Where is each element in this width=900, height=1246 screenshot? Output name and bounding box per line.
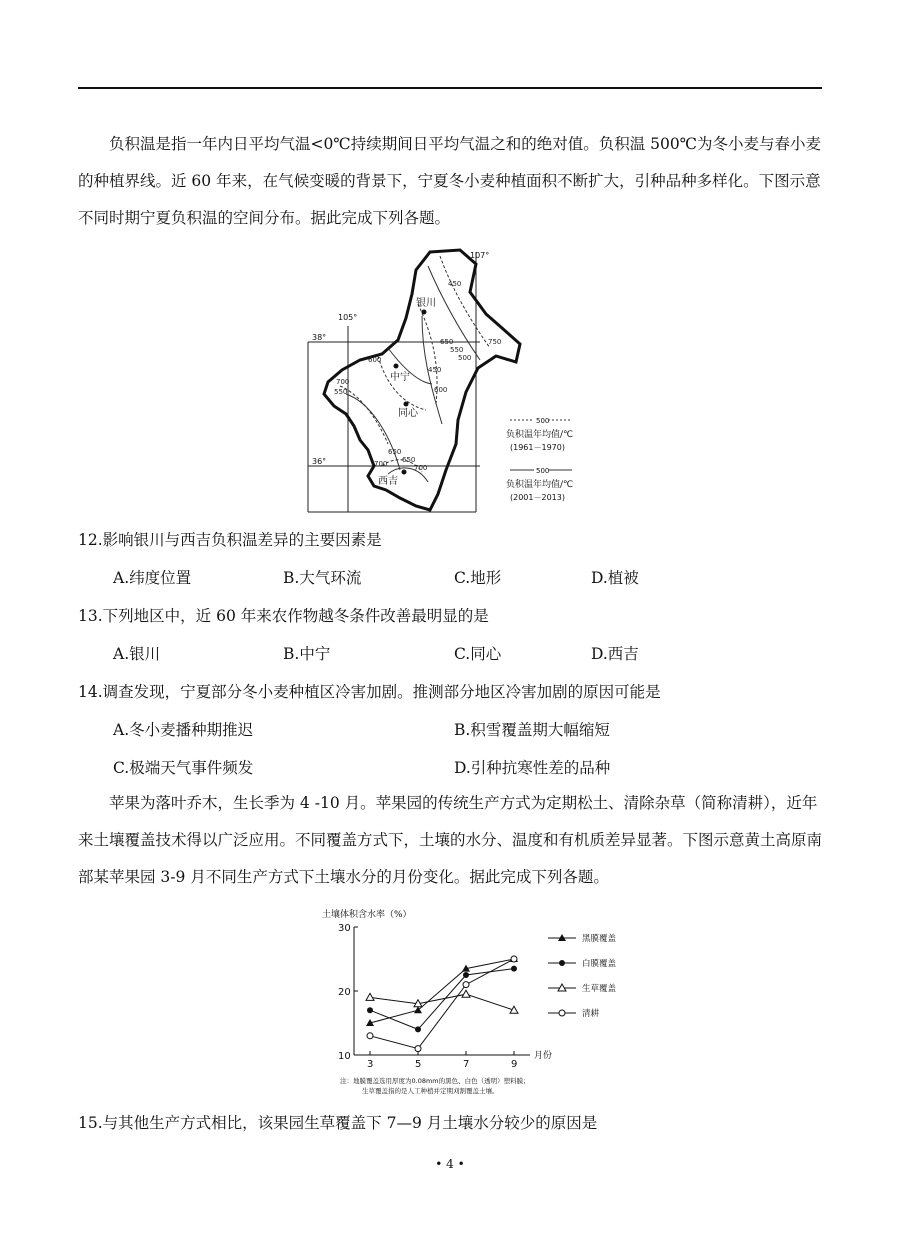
contour-label: 600 xyxy=(368,356,382,364)
lat-label: 36° xyxy=(312,457,327,466)
x-tick-label: 5 xyxy=(415,1059,422,1070)
contour-label: 650 xyxy=(388,448,402,456)
q13-option-b[interactable]: B.中宁 xyxy=(283,645,331,663)
q13-option-c[interactable]: C.同心 xyxy=(454,645,502,663)
q12-option-d[interactable]: D.植被 xyxy=(591,569,639,587)
q12-option-b[interactable]: B.大气环流 xyxy=(283,569,362,587)
q12-option-a[interactable]: A.纬度位置 xyxy=(113,569,192,587)
city-xiji: 西吉 xyxy=(378,476,398,487)
x-tick-label: 3 xyxy=(367,1059,374,1070)
series-line xyxy=(370,959,514,1049)
contour-label: 450 xyxy=(448,280,462,288)
ningxia-map xyxy=(290,244,600,516)
chart-xlabel: 月份 xyxy=(534,1051,553,1061)
legend-marker xyxy=(559,960,565,966)
y-tick-label: 20 xyxy=(338,987,351,998)
y-tick-label: 10 xyxy=(338,1051,351,1062)
legend-label: 白膜覆盖 xyxy=(582,959,617,969)
city-zhongning: 中宁 xyxy=(390,372,410,383)
legend-dashed-value: 500 xyxy=(536,417,550,425)
city-dot-zhongning xyxy=(394,364,399,369)
question-14: 14.调查发现，宁夏部分冬小麦种植区冷害加剧。推测部分地区冷害加剧的原因可能是 xyxy=(78,683,661,701)
legend-solid-label: 负积温年均值/℃ xyxy=(506,480,574,490)
data-point xyxy=(463,982,469,988)
x-tick-label: 9 xyxy=(511,1059,518,1070)
contour-label: 750 xyxy=(488,338,502,346)
q13-option-d[interactable]: D.西吉 xyxy=(591,645,639,663)
q14-option-d[interactable]: D.引种抗寒性差的品种 xyxy=(454,759,611,777)
header-rule xyxy=(78,87,822,89)
legend-dashed-period: (1961－1970) xyxy=(510,443,565,452)
q13-option-a[interactable]: A.银川 xyxy=(113,645,161,663)
contour-label: 550 xyxy=(334,388,348,396)
intro-paragraph-2: 苹果为落叶乔木，生长季为 4 -10 月。苹果园的传统生产方式为定期松土、清除杂草（简称清耕），近年来土壤覆盖技术得以广泛应用。不同覆盖方式下，土壤的水分、温度和有机质差异显著。下图示意黄土高原南部某苹果园 3-9 月不同生产方式下土壤水分的月份变化。据此完成下列各题。 xyxy=(78,794,823,886)
y-tick-label: 30 xyxy=(338,923,351,934)
legend-solid-value: 500 xyxy=(536,467,550,475)
chart-note-line-1: 注：地膜覆盖选用厚度为0.08mm的黑色、白色（透明）塑料膜； xyxy=(340,1077,530,1085)
legend-dashed-label: 负积温年均值/℃ xyxy=(506,430,574,440)
contour-label: 550 xyxy=(450,346,464,354)
legend-label: 生草覆盖 xyxy=(582,984,617,994)
contour-label: 600 xyxy=(434,386,448,394)
contour-label: 650 xyxy=(402,456,416,464)
legend-label: 清耕 xyxy=(582,1009,600,1019)
data-point xyxy=(367,1033,373,1039)
city-yinchuan: 银川 xyxy=(416,298,436,309)
city-dot-yinchuan xyxy=(422,310,427,315)
series-line xyxy=(370,959,514,1023)
question-13: 13.下列地区中，近 60 年来农作物越冬条件改善最明显的是 xyxy=(78,607,489,625)
chart-ylabel: 土壤体积含水率（%） xyxy=(322,910,412,920)
page-number: • 4 • xyxy=(435,1157,465,1171)
q14-option-b[interactable]: B.积雪覆盖期大幅缩短 xyxy=(454,721,610,739)
contour-label: 700 xyxy=(374,460,388,468)
question-12: 12.影响银川与西吉负积温差异的主要因素是 xyxy=(78,531,382,549)
legend-marker xyxy=(559,1010,565,1016)
legend-solid-period: (2001－2013) xyxy=(510,493,565,502)
city-tongxin: 同心 xyxy=(398,408,418,419)
city-dot-tongxin xyxy=(404,402,409,407)
contour-label: 700 xyxy=(414,464,428,472)
contour-label: 650 xyxy=(440,338,454,346)
contour-label: 700 xyxy=(336,378,350,386)
q14-option-a[interactable]: A.冬小麦播种期推迟 xyxy=(113,721,254,739)
lon-label: 107° xyxy=(470,251,490,260)
intro-paragraph-1: 负积温是指一年内日平均气温<0℃持续期间日平均气温之和的绝对值。负积温 500℃为冬小麦与春小麦的种植界线。近 60 年来，在气候变暖的背景下，宁夏冬小麦种植面积不断扩大，引种品种多样化。下图示意不同时期宁夏负积温的空间分布。据此完成下列各题。 xyxy=(78,135,822,227)
soil-moisture-chart xyxy=(320,905,630,1101)
q14-option-c[interactable]: C.极端天气事件频发 xyxy=(113,759,254,777)
data-point xyxy=(415,1046,421,1052)
legend-label: 黑膜覆盖 xyxy=(582,934,617,944)
lat-label: 38° xyxy=(312,333,327,342)
data-point xyxy=(415,1026,421,1032)
data-point xyxy=(511,956,517,962)
chart-note-line-2: 生草覆盖指的是人工种植并定期刈割覆盖土壤。 xyxy=(362,1087,499,1095)
data-point xyxy=(366,993,374,1000)
data-point xyxy=(367,1007,373,1013)
question-15: 15.与其他生产方式相比，该果园生草覆盖下 7—9 月土壤水分较少的原因是 xyxy=(78,1114,598,1132)
data-point xyxy=(463,972,469,978)
lon-label: 105° xyxy=(338,313,358,322)
x-tick-label: 7 xyxy=(463,1059,470,1070)
data-point xyxy=(511,966,517,972)
contour-label: 500 xyxy=(458,354,472,362)
data-point xyxy=(462,990,470,997)
contour-label: 450 xyxy=(428,366,442,374)
city-dot-xiji xyxy=(402,470,407,475)
q12-option-c[interactable]: C.地形 xyxy=(454,569,502,587)
